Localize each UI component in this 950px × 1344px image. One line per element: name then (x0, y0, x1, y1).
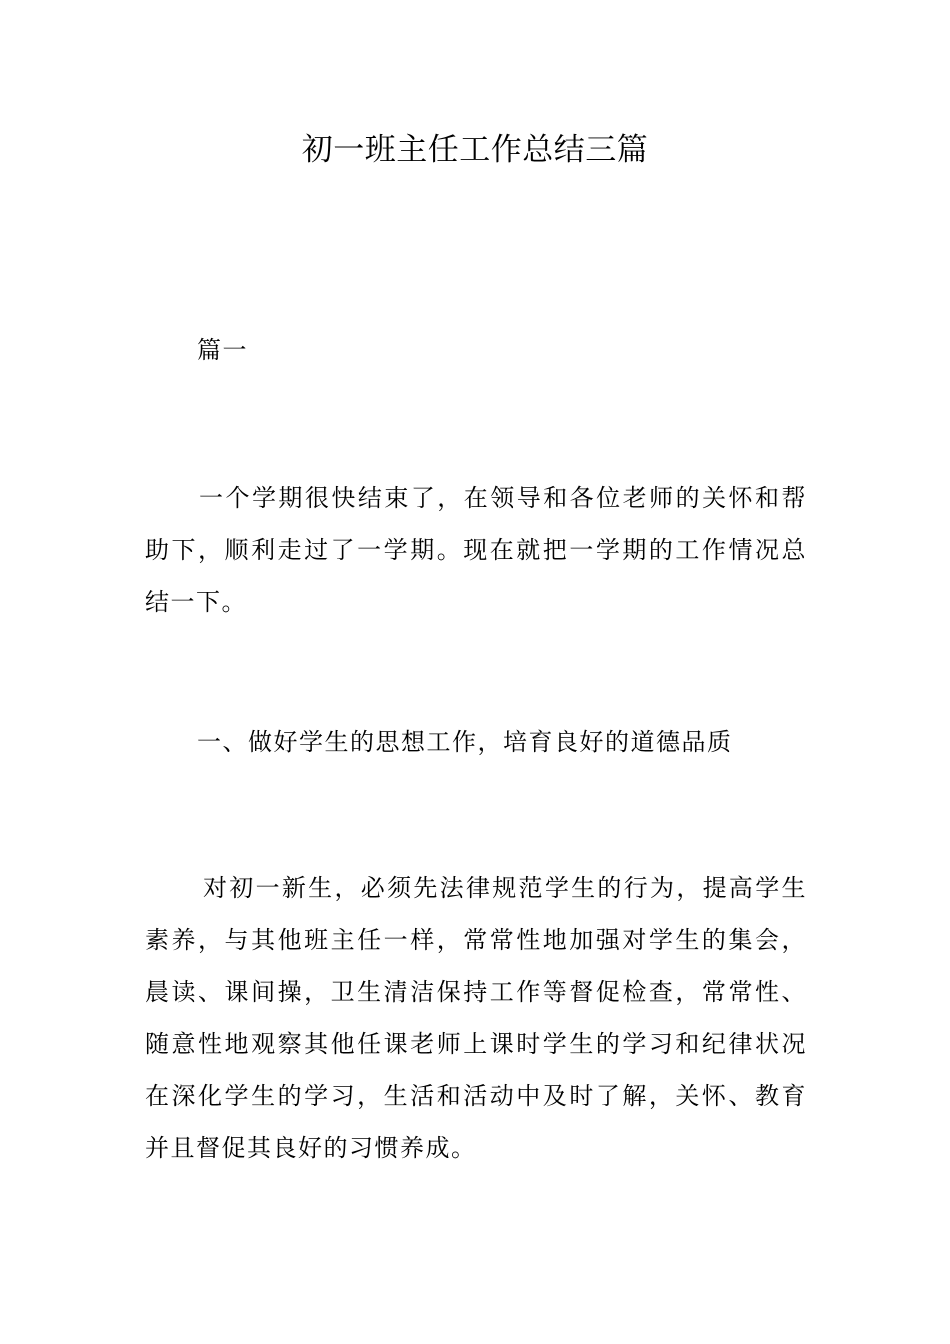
document-title: 初一班主任工作总结三篇 (301, 132, 649, 168)
intro-paragraph: 一个学期很快结束了，在领导和各位老师的关怀和帮助下，顺利走过了一学期。现在就把一学期的工作情况总结一下。 (145, 484, 807, 616)
section-heading: 一、做好学生的思想工作，培育良好的道德品质 (197, 728, 733, 756)
body-paragraph: 对初一新生，必须先法律规范学生的行为，提高学生素养，与其他班主任一样，常常性地加强对学生的集会，晨读、课间操，卫生清洁保持工作等督促检查，常常性、随意性地观察其他任课老师上课时学生的学习和纪律状况在深化学生的学习，生活和活动中及时了解，关怀、教育并且督促其良好的习惯养成。 (145, 874, 807, 1162)
section-label: 篇一 (197, 336, 248, 364)
